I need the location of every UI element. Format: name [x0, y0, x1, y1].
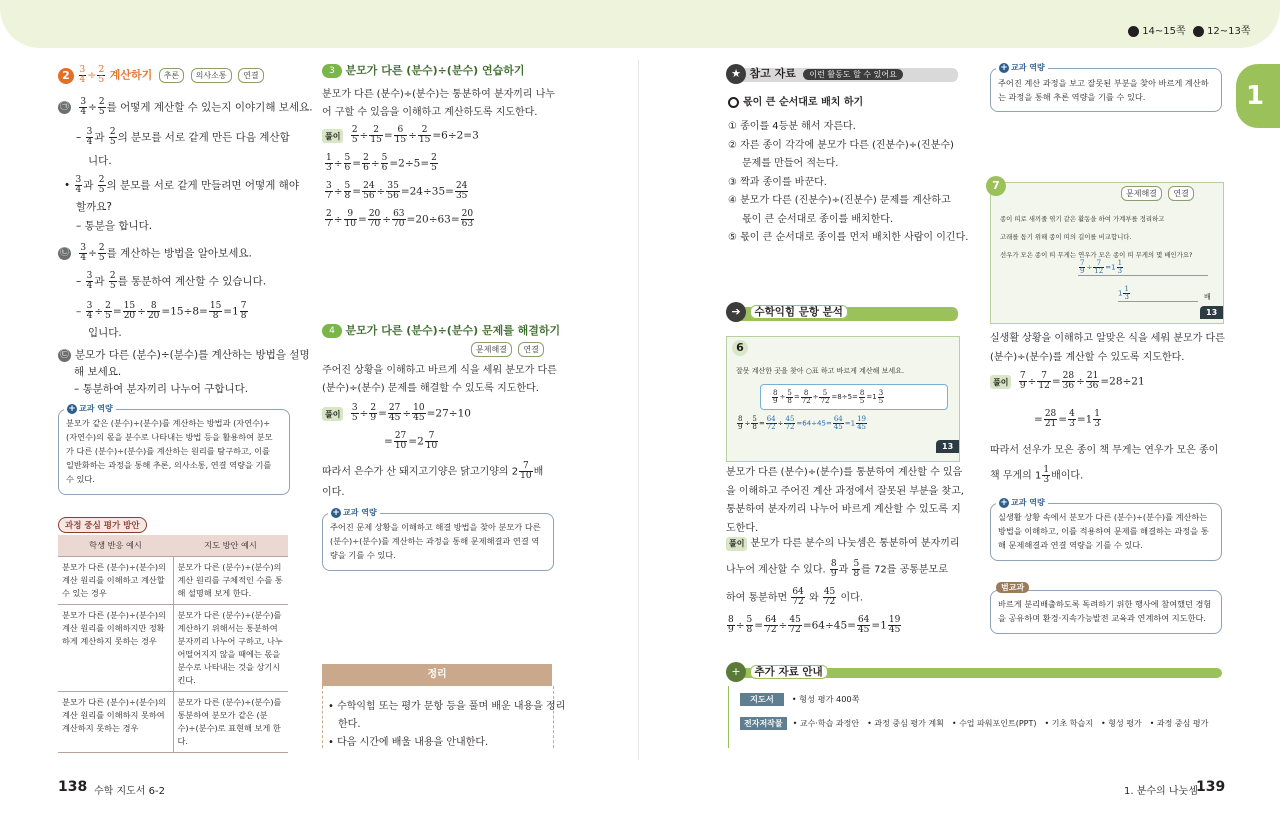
competency-r2-line: 해 문제해결과 연결 역량을 기를 수 있다.	[998, 540, 1143, 550]
header-refs	[1128, 22, 1251, 37]
badge-connection: 연결	[238, 68, 263, 83]
competency-text-mid	[330, 520, 541, 562]
sec2-title: 계산하기	[109, 68, 153, 82]
evaluation-row	[58, 692, 288, 753]
q2-a: – $\frac{3}{4}$ 과 $\frac{2}{5}$ 를 통분하여 계산할 수 있습니다.	[76, 271, 267, 291]
evaluation-cell: 분모가 다른 (분수)÷(분수)의 계산 원리를 이해하지만 정확하게 계산하지 못하는 경우	[58, 605, 173, 692]
q1-a: – $\frac{3}{4}$ 과 $\frac{2}{5}$ 의 분모를 서로 같게 만든 다음 계산합	[76, 127, 290, 147]
problem7-number: 7	[986, 176, 1006, 196]
q2-a-tail: 를 통분하여 계산할 수 있습니다.	[117, 275, 267, 288]
reference-steps	[728, 118, 968, 248]
competency-r2-line: 방법을 이해하고, 이를 적용하여 문제를 해결하는 과정을 통	[998, 526, 1209, 536]
workbook-sol-b2: 과	[838, 564, 849, 576]
workbook-problem-number	[732, 340, 748, 356]
competency-text-r1	[998, 76, 1209, 104]
workbook-sol-c: 하여 통분하면 $\frac{64}{72}$ 와 $\frac{45}{72}$ 이다.	[726, 587, 863, 607]
arrow-right-icon: ➔	[726, 302, 746, 322]
evaluation-cell: 분모가 다른 (분수)÷(분수)의 계산 원리를 구체적인 수를 통해 설명해 보게 한다.	[173, 557, 288, 605]
ref-workbook: 12~13쪽	[1207, 26, 1251, 37]
textbook-icon	[1128, 26, 1139, 37]
more-row2-item[interactable]: • 형성 평가	[1100, 719, 1142, 728]
q1-marker: ㉠	[59, 102, 69, 112]
evaluation-header-row	[58, 535, 288, 557]
evaluation-cell: 분모가 다른 (분수)÷(분수)를 통분하여 분모가 같은 (분수)÷(분수)로 표현해 보게 한다.	[173, 692, 288, 753]
more-row2-item[interactable]: • 기초 학습지	[1044, 719, 1093, 728]
sec3-desc-line: 어 구할 수 있음을 이해하고 계산하도록 지도한다.	[322, 107, 538, 118]
pencil-icon: 3	[322, 64, 342, 78]
workbook-sol-b1: 나누어 계산할 수 있다.	[726, 564, 826, 576]
workbook-desc-line: 도한다.	[726, 522, 759, 534]
ref-textbook: 14~15쪽	[1142, 26, 1186, 37]
sec4-heading	[322, 322, 560, 338]
summary-item: • 수학익힘 또는 평가 문항 등을 풀며 배운 내용을 정리	[328, 701, 566, 712]
more-row2-item[interactable]: • 과정 중심 평가 계획	[867, 719, 944, 728]
q2-marker: ㉡	[59, 248, 69, 258]
r2-sol-label: 풀이	[990, 375, 1011, 389]
competency-r1-line: 는 과정을 통해 추론 역량을 기를 수 있다.	[998, 92, 1146, 102]
problem7-badges	[1118, 186, 1194, 201]
workbook-desc-line: 을 이해하고 주어진 계산 과정에서 잘못된 부분을 찾고,	[726, 485, 964, 497]
competency-r1-line: 주어진 계산 과정을 보고 잘못된 부분을 찾아 바르게 계산하	[998, 78, 1209, 88]
workbook-sol-label: 풀이	[726, 537, 747, 551]
badge-connection: 연결	[518, 342, 543, 357]
workbook-icon	[1193, 26, 1204, 37]
sec3-heading	[322, 62, 524, 78]
problem7-text-line: 고래를 돕기 위해 종이 띠의 길이를 비교합니다.	[1000, 233, 1132, 241]
sec4-eq2: = $\frac{27}{10}$ =2 $\frac{7}{10}$	[384, 431, 438, 451]
explain-r2	[990, 330, 1225, 367]
competency-left-line: 분모가 같은 (분수)÷(분수)를 계산하는 방법과 (자연수)÷	[66, 418, 271, 428]
evaluation-table	[58, 535, 288, 753]
q1: ㉠ $\frac{3}{4}$ ÷ $\frac{2}{5}$ 를 어떻게 계산할 수 있는지 이야기해 보세요.	[59, 97, 313, 117]
sec4-eq1-tail: =27÷10	[426, 407, 471, 420]
workbook-desc	[726, 464, 964, 538]
footer-right-page: 139	[1196, 779, 1226, 795]
q1-a-end: 니다.	[88, 155, 112, 167]
sec4-desc-line: 주어진 상황을 이해하고 바르게 식을 세워 분모가 다른	[322, 365, 557, 376]
more-left-rule	[728, 686, 729, 748]
sec4-conclusion-b: 배	[533, 466, 544, 478]
footer-left-page: 138	[58, 779, 88, 795]
problem7-page: 13	[1200, 306, 1223, 319]
sec4-conclusion: 따라서 은수가 산 돼지고기양은 닭고기양의 2 $\frac{7}{10}$ 배	[322, 461, 544, 481]
sec3-title: 분모가 다른 (분수)÷(분수) 연습하기	[345, 64, 525, 77]
competency-tag-r1: + 교과 역량	[996, 62, 1048, 73]
reference-subtitle: 이런 활동도 할 수 있어요	[803, 69, 902, 80]
q2-a-mid: 과	[94, 275, 105, 288]
pencil-icon: 4	[322, 324, 342, 338]
evaluation-cell: 분모가 다른 (분수)÷(분수)의 계산 원리를 이해하고 계산할 수 있는 경우	[58, 557, 173, 605]
q1-b-tail: 의 분모를 서로 같게 만들려면 어떻게 해야	[106, 179, 299, 192]
workbook-sol-a	[726, 537, 960, 551]
problem7-answer: 1 $\frac{1}{3}$	[1118, 286, 1198, 302]
sec3-eq3-mid: =24÷35=	[400, 185, 454, 198]
workbook-desc-line: 통분하여 분자끼리 나누어 바르게 계산할 수 있도록 지	[726, 504, 961, 515]
more-row2	[740, 717, 1208, 730]
competency-text-r2	[998, 510, 1209, 552]
summary-title: 정리	[322, 664, 552, 686]
q2: ㉡ $\frac{3}{4}$ ÷ $\frac{2}{5}$ 를 계산하는 방법을 알아보세요.	[59, 243, 252, 263]
q3	[58, 348, 310, 362]
evaluation-cell: 분모가 다른 (분수)÷(분수)를 계산하기 위해서는 통분하여 분자끼리 나누어 구하고, 나누어떨어지지 않을 때에는 몫을 분수로 나타내는 것을 상기시킨다.	[173, 605, 288, 692]
workbook-sol-c3: 이다.	[840, 592, 863, 604]
q2-b: – $\frac{3}{4}$ ÷ $\frac{2}{5}$ = $\frac{15}{20}$ ÷ $\frac{8}{20}$ =15÷8= $\frac{15}{8}$ =1 $\frac{7}{8}$	[76, 301, 247, 321]
workbook-sol-c1: 하여 통분하면	[726, 592, 788, 604]
q1-b: • $\frac{3}{4}$ 과 $\frac{2}{5}$ 의 분모를 서로 같게 만들려면 어떻게 해야	[64, 175, 299, 195]
r2-eq1: 풀이 $\frac{7}{9}$ ÷ $\frac{7}{12}$ = $\frac{28}{36}$ ÷ $\frac{21}{36}$ =28÷21	[990, 372, 1145, 391]
competency-left-line: 수 있다.	[66, 474, 95, 484]
r2-conclusion-b2: 배이다.	[1051, 470, 1084, 482]
competency-tag-left: + 교과 역량	[64, 403, 116, 414]
reference-activity	[728, 96, 863, 110]
reference-step: ② 자른 종이 각각에 분모가 다른 (진분수)÷(진분수)	[728, 139, 954, 151]
r2-conclusion-a: 따라서 선우가 모은 종이 책 무게는 연우가 모은 종이	[990, 445, 1219, 456]
summary-item: • 다음 시간에 배울 내용을 안내한다.	[328, 737, 489, 748]
more-row1	[740, 693, 860, 706]
competency-mid-line: 주어진 문제 상황을 이해하고 해결 방법을 찾아 분모가 다른	[330, 522, 541, 532]
evaluation-col-header: 학생 반응 예시	[58, 535, 173, 557]
sec2-heading: 2 $\frac{3}{4}$ ÷ $\frac{2}{5}$ 계산하기 추론 의사소통 연결	[58, 66, 264, 85]
sec3-desc	[322, 86, 555, 122]
sec3-eq1: 풀이 $\frac{2}{5}$ ÷ $\frac{2}{15}$ = $\frac{6}{15}$ ÷ $\frac{2}{15}$ =6÷2=3	[322, 126, 479, 145]
workbook-sol-b3: 를 72를 공통분모로	[861, 564, 948, 576]
q1-a-tail: 의 분모를 서로 같게 만든 다음 계산합	[117, 131, 290, 144]
more-heading	[726, 662, 828, 682]
summary-item-cont: 한다.	[338, 719, 361, 730]
q2-text: 를 계산하는 방법을 알아보세요.	[106, 247, 252, 260]
q1-b-ans: – 통분을 합니다.	[76, 220, 153, 232]
competency-tag-r2: + 교과 역량	[996, 497, 1048, 508]
competency-tag-mid: + 교과 역량	[328, 507, 380, 518]
competency-text-left	[66, 416, 273, 486]
chapter-tab[interactable]	[1236, 64, 1280, 128]
sec3-eq3: $\frac{3}{7}$ ÷ $\frac{5}{8}$ = $\frac{24}{56}$ ÷ $\frac{35}{56}$ =24÷35= $\frac{24}{35}$	[326, 181, 468, 201]
summary-item-text: 수학익힘 또는 평가 문항 등을 풀며 배운 내용을 정리	[337, 701, 566, 712]
evaluation-row	[58, 557, 288, 605]
reference-step: 몫이 큰 순서대로 종이를 배치한다.	[742, 213, 894, 225]
r2-eq1-tail: =28÷21	[1100, 375, 1145, 388]
competency-left-line: 가 다른 (분수)÷(분수)를 계산하는 원리를 탐구하고, 이를	[66, 446, 270, 456]
workbook-correct-calc: $\frac{8}{9}$ ÷ $\frac{5}{8}$ = $\frac{64}{72}$ ÷ $\frac{45}{72}$ =64÷45= $\frac{64}{45}$ =1 $\frac{19}{45}$	[738, 415, 866, 431]
cross-curricular-text	[998, 597, 1211, 625]
header-band	[0, 0, 1280, 48]
more-title: 추가 자료 안내	[750, 665, 828, 679]
more-row2-item[interactable]: • 과정 중심 평가	[1149, 719, 1209, 728]
q3-text: 분모가 다른 (분수)÷(분수)를 계산하는 방법을 설명	[75, 349, 310, 361]
problem7-number-wrap	[986, 176, 1006, 196]
competency-mid-line: (분수)÷(분수)를 계산하는 과정을 통해 문제해결과 연결 역	[330, 536, 540, 546]
more-row1-label: 지도서	[740, 693, 784, 706]
sec3-eq4-mid: =20÷63=	[406, 213, 460, 226]
reference-step: ④ 분모가 다른 (진분수)÷(진분수) 문제를 계산하고	[728, 195, 951, 206]
sec4-conclusion-a: 따라서 은수가 산 돼지고기양은 닭고기양의 2	[322, 466, 519, 478]
workbook-sol-b: 나누어 계산할 수 있다. $\frac{8}{9}$ 과 $\frac{5}{8}$ 를 72를 공통분모로	[726, 559, 948, 579]
q3-ans: – 통분하여 분자끼리 나누어 구합니다.	[74, 383, 249, 395]
q2-b-end: 입니다.	[88, 327, 122, 339]
badge-reasoning: 추론	[159, 68, 184, 83]
reference-label: 참고 자료	[749, 67, 796, 80]
reference-step: ③ 짝과 종이를 바꾼다.	[728, 176, 827, 188]
problem7-text-line: 선우가 모은 종이 띠 무게는 연우가 모은 종이 띠 무게의 몇 배인가요?	[1000, 251, 1193, 259]
badge-problem-solving: 문제해결	[471, 342, 512, 357]
workbook-sol-a-text: 분모가 다른 분수의 나눗셈은 통분하여 분자끼리	[750, 538, 960, 549]
sec4-desc-line: (분수)÷(분수) 문제를 해결할 수 있도록 지도한다.	[322, 383, 539, 394]
sec4-badges	[468, 342, 544, 357]
problem7-text-line: 종이 띠로 새끼줄 엮기 같은 활동을 하여 가계부를 정리하고	[1000, 215, 1165, 223]
explain-r2-line: (분수)÷(분수)를 계산할 수 있도록 지도한다.	[990, 351, 1185, 363]
workbook-wrong-calc: $\frac{8}{9}$ ÷ $\frac{5}{8}$ = $\frac{8}{72}$ ÷ $\frac{5}{72}$ =8÷5= $\frac{8}{5}$ =1 $\frac{3}{5}$	[760, 384, 948, 410]
sec3-eq2: $\frac{1}{3}$ ÷ $\frac{5}{6}$ = $\frac{2}{6}$ ÷ $\frac{5}{6}$ =2÷5= $\frac{2}{5}$	[326, 153, 437, 173]
sec3-eq4: $\frac{2}{7}$ ÷ $\frac{9}{10}$ = $\frac{20}{70}$ ÷ $\frac{63}{70}$ =20÷63= $\frac{20}{63}$	[326, 209, 474, 229]
q1-b-end: 할까요?	[76, 201, 113, 213]
evaluation-row	[58, 605, 288, 692]
cross-line: 바르게 분리배출하도록 독려하기 위한 행사에 참여했던 경험	[998, 599, 1212, 609]
sec4-title: 분모가 다른 (분수)÷(분수) 문제를 해결하기	[345, 324, 561, 337]
q1-text: 를 어떻게 계산할 수 있는지 이야기해 보세요.	[106, 101, 313, 114]
footer-right-chapter: 1. 분수의 나눗셈	[1124, 786, 1198, 797]
cross-curricular-tag: 범교과	[996, 582, 1029, 593]
reference-step: ⑤ 몫이 큰 순서대로 종이를 먼저 배치한 사람이 이긴다.	[728, 232, 969, 243]
reference-step: 문제를 만들어 적는다.	[742, 158, 839, 169]
workbook-sol-d-mid: =64÷45=	[802, 619, 856, 632]
problem7-expr: $\frac{7}{9}$ ÷ $\frac{7}{12}$ =1 $\frac{1}{3}$	[1078, 260, 1208, 276]
competency-left-line: 일반화하는 과정을 통해 추론, 의사소통, 연결 역량을 기를	[66, 460, 272, 470]
competency-mid-line: 량을 기를 수 있다.	[330, 550, 396, 560]
page-gutter	[638, 60, 639, 760]
sec4-conclusion-end: 이다.	[322, 487, 345, 498]
q3-marker: ㉢	[59, 349, 69, 360]
badge-communication: 의사소통	[191, 68, 232, 83]
summary-item-text: 다음 시간에 배울 내용을 안내한다.	[337, 737, 489, 748]
q2-b-expr: =15÷8=	[161, 305, 208, 318]
workbook-heading	[726, 302, 848, 322]
sec3-eq1-tail: =6÷2=3	[432, 129, 479, 142]
competency-r2-line: 실생활 상황 속에서 분모가 다른 (분수)÷(분수)를 계산하는	[998, 512, 1208, 522]
sec3-desc-line: 분모가 다른 (분수)÷(분수)는 통분하여 분자끼리 나누	[322, 89, 556, 100]
more-row2-label: 전자저작물	[740, 717, 787, 730]
badge-connection: 연결	[1168, 186, 1193, 201]
problem-6-number: 6	[732, 340, 748, 356]
evaluation-cell: 분모가 다른 (분수)÷(분수)의 계산 원리를 이해하지 못하여 계산하지 못하는 경우	[58, 692, 173, 753]
workbook-sol-d: $\frac{8}{9}$ ÷ $\frac{5}{8}$ = $\frac{64}{72}$ ÷ $\frac{45}{72}$ =64÷45= $\frac{64}{45}$ =1 $\frac{19}{45}$	[728, 615, 901, 635]
r2-eq2: = $\frac{28}{21}$ = $\frac{4}{3}$ =1 $\frac{1}{3}$	[1034, 409, 1101, 429]
evaluation-col-header: 지도 방안 예시	[173, 535, 288, 557]
q1-a-mid: 과	[94, 131, 105, 144]
workbook-sol-c2: 와	[808, 592, 819, 604]
workbook-desc-line: 분모가 다른 (분수)÷(분수)를 통분하여 계산할 수 있음	[726, 467, 963, 478]
reference-heading	[726, 64, 903, 84]
bullet-dot-icon	[728, 97, 739, 108]
problem7-text	[1000, 210, 1192, 264]
r2-conclusion-b: 책 무게의 1 $\frac{1}{3}$ 배이다.	[990, 465, 1084, 485]
competency-left-line: (자연수)의 몫을 분수로 나타내는 방법 등을 활용하여 분모	[66, 432, 273, 442]
sec3-sol-label: 풀이	[322, 129, 343, 143]
workbook-page: 13	[936, 440, 959, 453]
chapter-number: 1	[1245, 81, 1265, 111]
badge-problem-solving: 문제해결	[1121, 186, 1162, 201]
sec4-desc	[322, 362, 557, 398]
sec4-eq1: 풀이 $\frac{3}{5}$ ÷ $\frac{2}{9}$ = $\frac{27}{45}$ ÷ $\frac{10}{45}$ =27÷10	[322, 404, 471, 423]
r2-conclusion-b1: 책 무게의 1	[990, 470, 1042, 482]
reference-activity-text: 몫이 큰 순서대로 배치 하기	[743, 97, 864, 108]
more-row2-item[interactable]: • 교수·학습 과정안	[792, 719, 860, 728]
sec4-sol-label: 풀이	[322, 407, 343, 421]
plus-icon: +	[726, 662, 746, 682]
evaluation-title: 과정 중심 평가 방안	[58, 517, 147, 533]
cross-line: 을 공유하며 환경·지속가능발전 교육과 연계하여 지도한다.	[998, 613, 1207, 623]
summary-list	[328, 698, 565, 752]
sec3-eq2-mid: =2÷5=	[389, 157, 430, 170]
problem7-unit: 배	[1204, 293, 1211, 301]
workbook-prompt: 잘못 계산한 곳을 찾아 ○표 하고 바르게 계산해 보세요.	[736, 367, 905, 375]
more-row2-item[interactable]: • 수업 파워포인트(PPT)	[951, 719, 1037, 728]
explain-r2-line: 실생활 상황을 이해하고 알맞은 식을 세워 분모가 다른	[990, 333, 1225, 344]
footer-left-book: 수학 지도서 6-2	[94, 786, 165, 797]
q1-b-mid: 과	[83, 179, 94, 192]
star-icon: ★	[726, 64, 746, 84]
workbook-title: 수학익힘 문항 분석	[750, 305, 848, 319]
more-row1-item[interactable]: • 형성 평가 400쪽	[791, 694, 860, 704]
sec2-number: 2	[58, 68, 74, 84]
q3-end: 해 보세요.	[74, 366, 122, 378]
reference-step: ① 종이를 4등분 해서 자른다.	[728, 121, 856, 132]
